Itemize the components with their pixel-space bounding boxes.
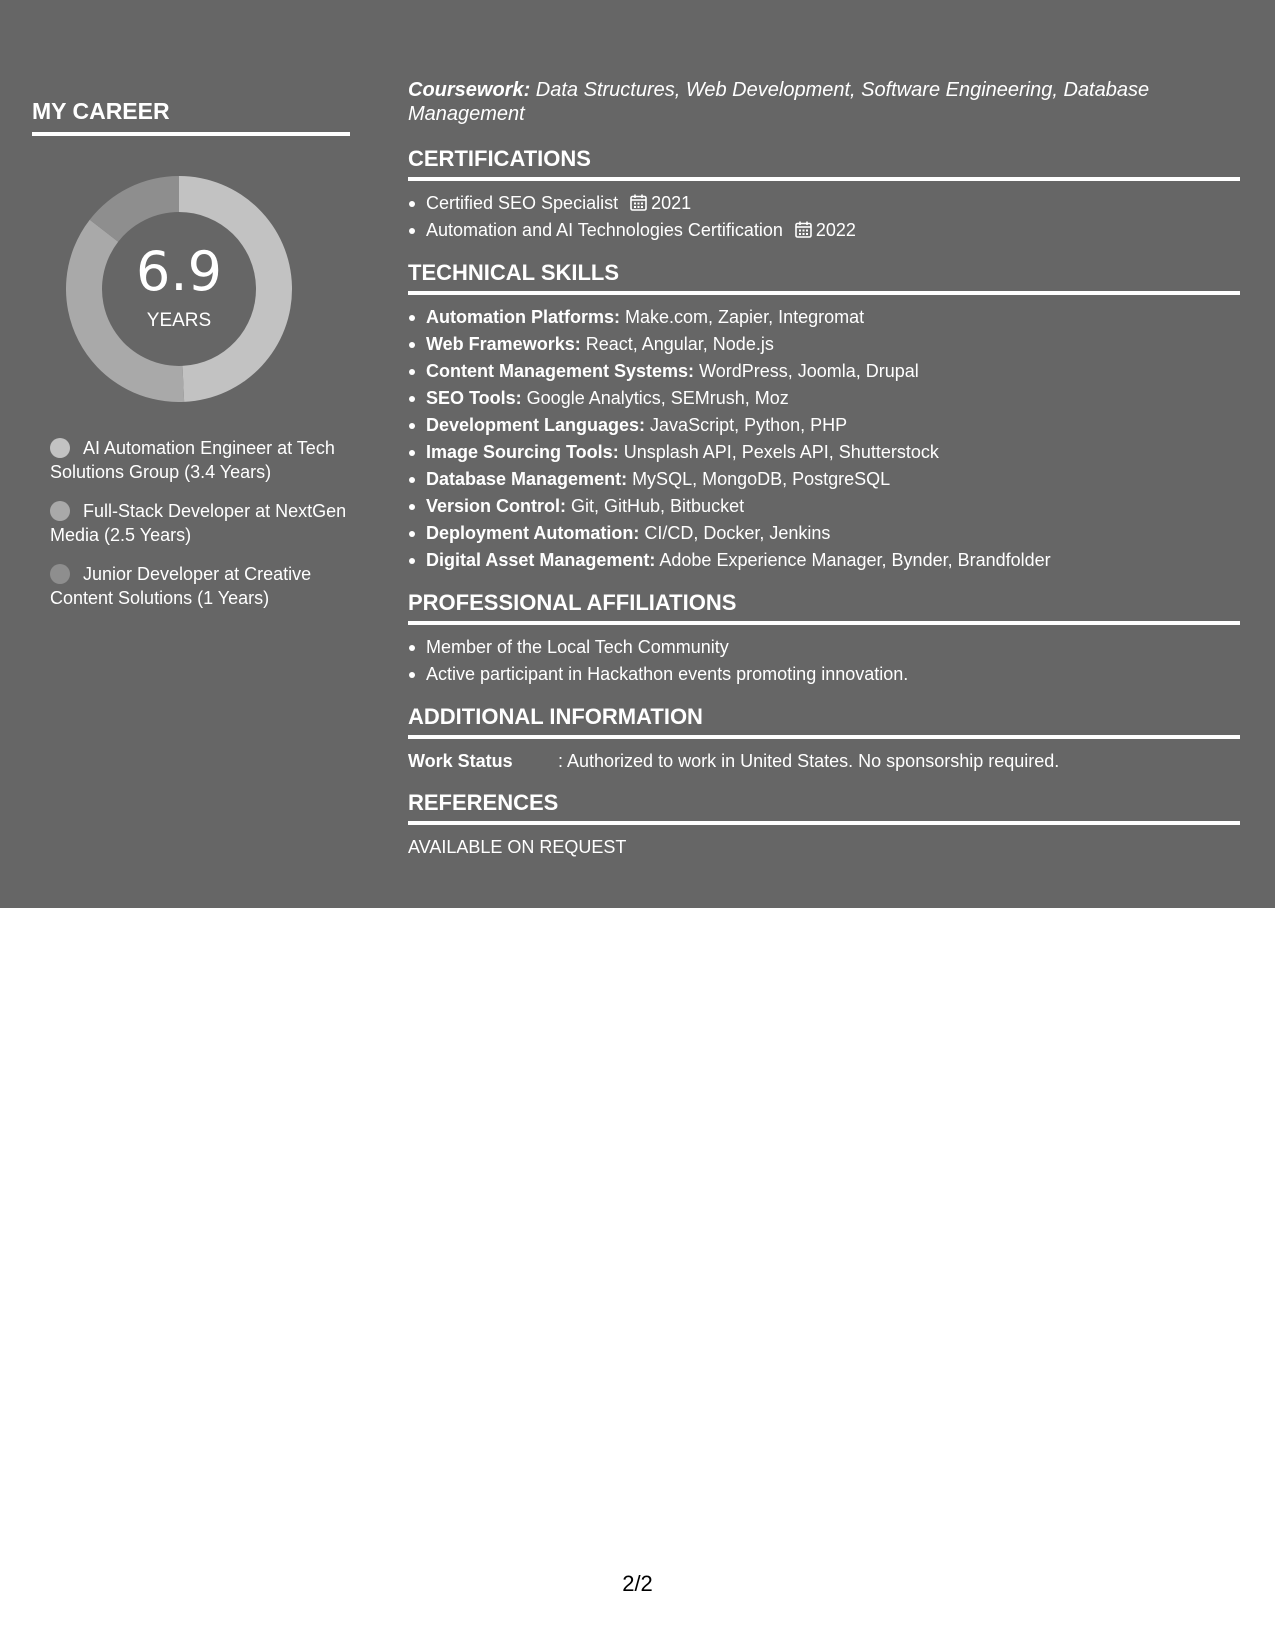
- career-legend: [50, 436, 350, 625]
- skill-name: Development Languages:: [426, 415, 646, 435]
- certifications-list: [408, 190, 1240, 244]
- skills-title: TECHNICAL SKILLS: [408, 260, 620, 285]
- additional-info-title: ADDITIONAL INFORMATION: [408, 704, 703, 729]
- career-total-years: 6.9: [136, 240, 222, 303]
- skill-name: SEO Tools:: [426, 388, 522, 408]
- affiliations-list: [408, 634, 1240, 688]
- section-rule: [408, 821, 1240, 825]
- skill-value: Make.com, Zapier, Integromat: [620, 307, 865, 327]
- skill-value: Adobe Experience Manager, Bynder, Brandfolder: [655, 550, 1051, 570]
- certification-year: 2022: [815, 220, 856, 240]
- career-title: MY CAREER: [32, 98, 170, 124]
- section-rule: [408, 735, 1240, 739]
- references-text: AVAILABLE ON REQUEST: [408, 837, 627, 857]
- skill-value: MySQL, MongoDB, PostgreSQL: [627, 469, 891, 489]
- affiliations-title: PROFESSIONAL AFFILIATIONS: [408, 590, 737, 615]
- legend-dot-icon: [50, 564, 70, 584]
- skill-item: [426, 439, 1240, 466]
- work-status-value: : Authorized to work in United States. No sponsorship required.: [558, 751, 1060, 771]
- coursework: [408, 78, 1240, 126]
- certification-item: [426, 190, 1240, 217]
- calendar-icon: [630, 194, 647, 211]
- certification-year: 2021: [651, 193, 692, 213]
- certification-name: Automation and AI Technologies Certification: [426, 220, 783, 240]
- career-total-unit: YEARS: [146, 310, 212, 331]
- skill-name: Digital Asset Management:: [426, 550, 656, 570]
- career-legend-item: [50, 436, 350, 484]
- skills-list: [408, 304, 1240, 574]
- skill-value: Git, GitHub, Bitbucket: [566, 496, 745, 516]
- skill-item: [426, 547, 1240, 574]
- legend-dot-icon: [50, 501, 70, 521]
- skill-item: [426, 466, 1240, 493]
- skill-value: CI/CD, Docker, Jenkins: [639, 523, 831, 543]
- skill-item: [426, 304, 1240, 331]
- affiliations-section: [408, 590, 1240, 688]
- coursework-label: Coursework:: [408, 79, 531, 101]
- career-legend-item: [50, 562, 350, 610]
- career-donut-chart: [66, 176, 292, 402]
- skill-value: Google Analytics, SEMrush, Moz: [521, 388, 789, 408]
- career-title-rule: [32, 132, 350, 136]
- skill-value: WordPress, Joomla, Drupal: [694, 361, 919, 381]
- skill-item: [426, 358, 1240, 385]
- work-status-label: Work Status: [408, 751, 513, 771]
- affiliation-item: Member of the Local Tech Community: [426, 634, 1240, 661]
- skill-item: [426, 520, 1240, 547]
- certification-name: Certified SEO Specialist: [426, 193, 619, 213]
- skill-value: JavaScript, Python, PHP: [645, 415, 848, 435]
- career-legend-label: Full-Stack Developer at NextGen Media (2.5 Years): [50, 501, 347, 545]
- skill-name: Web Frameworks:: [426, 334, 581, 354]
- skills-section: [408, 260, 1240, 574]
- skill-name: Content Management Systems:: [426, 361, 695, 381]
- certifications-section: [408, 146, 1240, 244]
- skill-value: Unsplash API, Pexels API, Shutterstock: [618, 442, 939, 462]
- references-section: [408, 790, 1240, 860]
- affiliation-item: Active participant in Hackathon events promoting innovation.: [426, 661, 1240, 688]
- calendar-icon: [795, 221, 812, 238]
- references-title: REFERENCES: [408, 790, 559, 815]
- work-status-row: [408, 748, 1240, 774]
- skill-name: Database Management:: [426, 469, 628, 489]
- section-rule: [408, 621, 1240, 625]
- skill-item: [426, 412, 1240, 439]
- skill-item: [426, 385, 1240, 412]
- certifications-title: CERTIFICATIONS: [408, 146, 591, 171]
- career-legend-label: Junior Developer at Creative Content Solutions (1 Years): [50, 564, 312, 608]
- certification-item: [426, 217, 1240, 244]
- page-number: 2/2: [622, 1571, 653, 1596]
- career-legend-item: [50, 499, 350, 547]
- legend-dot-icon: [50, 438, 70, 458]
- skill-name: Deployment Automation:: [426, 523, 640, 543]
- career-sidebar: [32, 96, 350, 608]
- additional-info-section: [408, 704, 1240, 774]
- section-rule: [408, 177, 1240, 181]
- coursework-value: Data Structures, Web Development, Software Engineering, Database Management: [408, 79, 1150, 125]
- skill-item: [426, 331, 1240, 358]
- skill-name: Image Sourcing Tools:: [426, 442, 619, 462]
- main-content: [408, 78, 1240, 876]
- career-legend-label: AI Automation Engineer at Tech Solutions Group (3.4 Years): [50, 438, 335, 482]
- skill-name: Version Control:: [426, 496, 567, 516]
- section-rule: [408, 291, 1240, 295]
- skill-value: React, Angular, Node.js: [580, 334, 774, 354]
- donut-center: [66, 176, 292, 402]
- skill-item: [426, 493, 1240, 520]
- skill-name: Automation Platforms:: [426, 307, 621, 327]
